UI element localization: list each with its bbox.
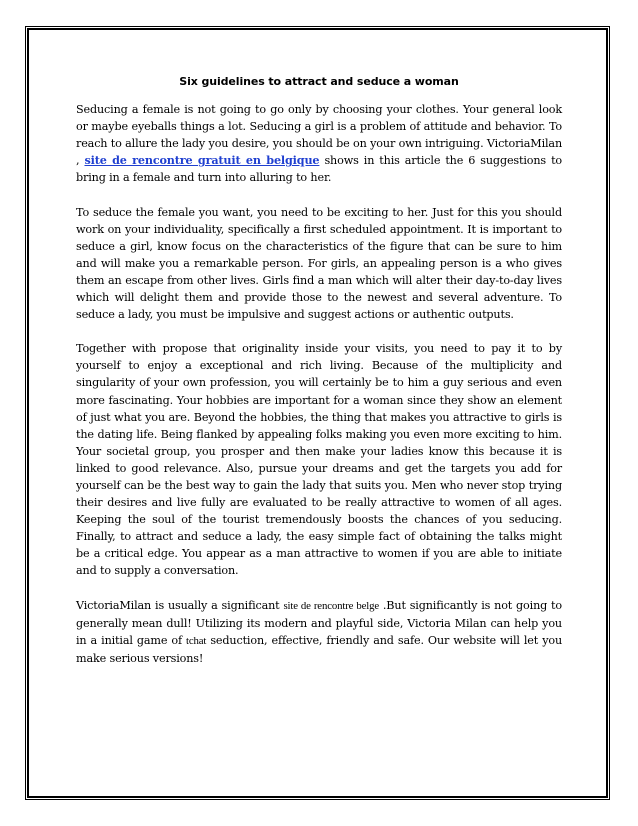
- paragraph-4: [76, 597, 562, 667]
- inline-site-de-rencontre-belge: site de rencontre belge: [283, 599, 379, 612]
- paragraph-3: Together with propose that originality inside your visits, you need to pay it to by yourself to enjoy a exceptional and rich living. Because of the multiplicity and singularity of your own profession, you will certainly be to him a guy serious and even more fascinating. Your hobbies are important for a woman since they show an element of just what you are. Beyond the hobbies, the thing that makes you attractive to girls is the dating life. Being flanked by appealing folks making you even more exciting to him. Your societal group, you prosper and then make your ladies know this because it is linked to good relevance. Also, pursue your dreams and get the targets you add for yourself can be the best way to gain the lady that suits you. Men who never stop trying their desires and live fully are evaluated to be really attractive to women of all ages. Keeping the soul of the tourist tremendously boosts the chances of you seducing. Finally, to attract and seduce a lady, the easy simple fact of obtaining the talks might be a critical edge. You appear as a man attractive to women if you are able to initiate and to supply a conversation.: [76, 342, 562, 578]
- paragraph-1-text-start: Seducing a female is not going to go only by choosing your clothes. Your general look or maybe eyeballs things a lot. Seducing a girl is a problem of attitude and behavior. To reach to allure the lady you desire, you should be on your own intriguing. VictoriaMilan ,: [76, 103, 562, 168]
- site-de-rencontre-link[interactable]: site de rencontre gratuit en belgique: [84, 153, 320, 168]
- paragraph-4-text-middle: .But significantly is not going to generally mean dull! Utilizing its modern and playful side, Victoria Milan can help you in a initial game of: [76, 598, 562, 647]
- paragraph-1: [76, 101, 562, 186]
- document-body: [76, 73, 562, 684]
- paragraph-2: To seduce the female you want, you need to be exciting to her. Just for this you should work on your individuality, specifically a first scheduled appointment. It is important to seduce a girl, know focus on the characteristics of the figure that can be sure to him and will make you a remarkable person. For girls, an appealing person is a who gives them an escape from other lives. Girls find a man which will alter their day-to-day lives which will delight them and provide those to the newest and several adventure. To seduce a lady, you must be impulsive and suggest actions or authentic outputs.: [76, 205, 562, 322]
- inline-tchat: tchat: [186, 634, 207, 647]
- paragraph-4-text-end: seduction, effective, friendly and safe. Our website will let you make serious versions!: [76, 633, 562, 665]
- paragraph-1-text-end: shows in this article the 6 suggestions to bring in a female and turn into alluring to her.: [76, 154, 563, 185]
- document-title: Six guidelines to attract and seduce a woman: [179, 75, 459, 88]
- paragraph-4-text-start: VictoriaMilan is usually a significant: [76, 598, 280, 612]
